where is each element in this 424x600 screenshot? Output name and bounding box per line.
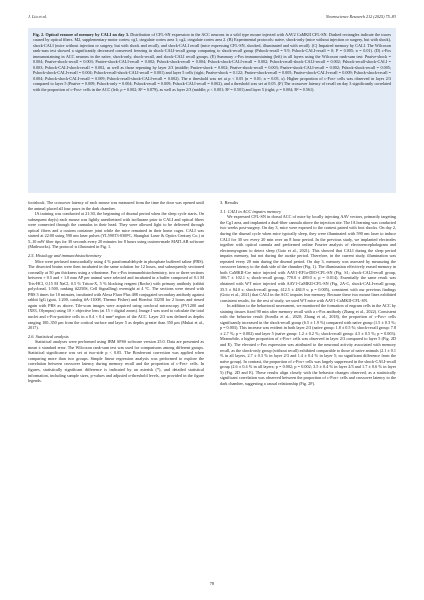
histology-paragraph: Mice were perfused transcardially using 4 % paraformaldehyde in phosphate buffered saline (PBS). The dissected brains were then incubated in the same solution for 12 hours, and subsequently sectioned coronally at 50 μm thickness using a vibratome. For c-Fos immunohistochemistry, two or three sections between + 0.5 and + 1.0 mm AP per animal were selected and incubated in a buffer composed of 0.1 M Tris-HCl, 0.15 M NaCl, 0.5 % Triton-X, 5 % blocking reagent (Roche) with primary antibody (rabbit polyclonal, 1:500, ranking #2250S, Cell Signalling) overnight at 4 °C. The sections were rinsed with PBS 3 times for 10 minutes, incubated with Alexa Fluor Plus 488 conjugated secondary antibody against rabbit IgG (goat, 1:200, catalog #A-11008, Thermo Fisher) and Hoechst 33258 for 2 hours and rinsed again with PBS as above. Tile-scan images were acquired using confocal microscopy (FV1200 and IX83, Olympus) using 10 × objective lens (at 15 × digital zoom). Image J was used to calculate the total nuclei and c-Fos-positive cells in a 0.4 × 0.4 mm² region of the ACC. Layer 2/3 was defined as depths ranging 100–350 μm from the cortical surface and layer 5 as depths greater than 350 μm (Mukai et al., 2017). — [28, 258, 204, 331]
results-paragraph-1: We expressed CFL-SN in dorsal ACC of mice by locally injecting AAV vectors, primarily targeting the Cg1 area, and implanted a dual-fiber cannula above the injection site. The IA learning was conducted two weeks post-surgery. On day 3, mice were exposed to the context paired with foot shocks. On day 2, during the diurnal cycle when mice typically sleep, they were illuminated with 590 nm laser to induce CALI for 30 sec every 20 min over an 8 hour period. In the previous study, we implanted electrodes together with optical cannula and performed online Fourier analysis of electroencephalogram and electromyogram to detect sleep (Goto et al., 2021). This showed that CALI during the sleep period impairs memory, but not during the awake period. Therefore, in the current study, illumination was repeated every 20 min during the diurnal period. On day 3, memory was assessed by measuring the crossover latency to the dark side of the chamber (Fig. 1). The illumination effectively erased memory in both CaMKII-Cre mice injected with AAV1-EF1a-DIO-CFL-SN (Fig. S1; shock-CALI-recall group, 106.7 ± 102.1 s; shock-recall group, 770.0 ± 489.0 s; p = 0.014). Essentially the same result was obtained with WT mice injected with AAV1-CaMKII-CFL-SN (Fig. 2A-C, shock-CALI-recall group, 35.5 ± 84.0 s; shock-recall group, 412.5 ± 484.9 s; p = 0.005), consistent with our previous findings (Goto et al., 2021) that CALI in the ACC impairs fear memory. Because these two mouse lines exhibited consistent results, for the rest of study, we used WT mice with AAV1-CaMKII-CFL-SN. — [220, 214, 396, 303]
running-head-authors: J. Liu et al. — [28, 14, 47, 19]
page-number: 78 — [209, 581, 215, 586]
section-heading-statistics: 2.6. Statistical analysis — [28, 333, 69, 339]
intro-paragraph: footshock. The crossover latency of each mouse was measured from the time the door was opened until the animal placed all four paws in the dark chamber. — [28, 200, 204, 211]
figure-caption — [33, 32, 391, 92]
figure-label: Fig. 2. — [33, 32, 45, 37]
figure-caption-box — [28, 28, 396, 193]
section-heading-results: 3. Results — [220, 200, 239, 205]
statistics-paragraph: Statistical analyses were performed using IBM SPSS software version 25.0. Data are presented as mean ± standard error. The Wilcoxon rank-sum test was used for comparisons among different groups. Statistical significance was set at two-side p < 0.05. The Bonferroni correction was applied when comparing more than two groups. Simple linear regression analysis was performed to explore the correlation between crossover latency during memory recall and the proportion of c-Fos+ cells. In figures, statistically significant difference is indicated by an asterisk (*), and detailed statistical information, including sample sizes, p-values and adjusted α-threshold levels, are provided in the figure legends. — [28, 339, 204, 384]
figure-title: Optical erasure of memory by CALI on day 3. — [45, 32, 129, 37]
results-paragraph-2: In addition to the behavioral assessment, we monitored the formation of engram cells in the ACC by staining tissues fixed 90 min after memory recall with a c-Fos antibody (Zhang et al., 2022). Consistent with the behavior result (Sorolla et al., 2020; Zhang et al., 2018), the proportion of c-Fos+ cells significantly increased in the shock-recall group (6.5 ± 1.9 %) compared with naïve group (1.5 ± 0.3 %; p = 0.003). This increase was evident in both layer 2/3 (naïve group: 1.8 ± 0.5 %; shock-recall group: 7.8 ± 2.7 %; p = 0.002) and layer 5 (naïve group: 1.2 ± 0.2 %; shock-recall group: 4.5 ± 0.5 %; p = 0.003). Meanwhile, a higher proportion of c-Fos+ cells was observed in layer 2/3 compared to layer 5 (Fig. 2D and E). The elevated c-Fos expression was attributed to the neuronal activity associated with memory recall, as the shock-only group (without recall) exhibited comparable to those of naïve animals (2.1 ± 0.1 % in all layers, 2.7 ± 0.3 % in layer 2/3 and 1.4 ± 0.4 % in layer 5; no significant difference from the naïve group). In contrast, the proportion of c-Fos+ cells was largely suppressed in the shock-CALI-recall group (2.6 ± 0.4 % in all layers; p = 0.002; p = 0.002; 3.5 ± 0.4 % in layer 2/3 and 1.7 ± 0.6 % in layer 5) (Fig. 2D and E). These results align closely with the behavior changes observed, as a statistically significant correlation was observed between the proportion of c-Fos+ cells and crossover latency to the dark chamber, suggesting a causal relationship (Fig. 2F). — [220, 303, 396, 386]
figure-caption-body: Distribution of CFL-SN expression in the ACC neurons in a wild type mouse injected with AAV2 CaMKII CFL-SN. Dashed rectangles indicate the traces caused by optical fibers. M2, supplementary motor cortex; cg1, cingulate cortex area 1; cg2, cingulate cortex area 2. (B) Experimental protocols: naïve, shock-only (mice without injection or surgery, but with shock), shock-CALI (mice without injection or surgery, but with shock and recall), and shock-CALI recall (mice expressing CFL-SN, shocked, illuminated and with recall). (C) Impaired memory by CALI. The Wilcoxon rank-sum test showed a significantly decreased conserved freezing in shock-CALI-recall group comparing to shock-recall group (Pshock-recall = 9.9, Pshock-CALI-recall = 0; P = 0.005; n = 0.01). (D) c-Fos immunostaining in ACC neurons in the naïve, shock-only, shock-recall, and shock-CALI recall groups. (E) Summary c-Fos immunostaining (left) in all layers using the Wilcoxon rank-sum test: Pnaïve-shock = 0.004; Pnaïve-shock-recall = 0.003; Pnaïve-shock-CALI-recall = 0.002; Pshock-shock-recall = 0.004; Pshock-shock-CALI-recall = 0.002; Pshock-recall-shock-CALI-recall = 0.002; Pshock-recall-shock-CALI = 0.003; Pshock-CALI-shock-recall = 0.002, as well as those repeating by layer 2/3 (middle; Pnaïve-shock = 0.002; Pnaïve-shock-recall = 0.003; Pnaïve-shock-CALI-recall = 0.002; Pshock-shock-recall = 0.005; Pshock-shock-CALI-recall = 0.004; Pshock-recall-shock-CALI-recall = 0.001) and layer 5 cells (right; Pnaïve-shock = 0.122; Pnaïve-shock-recall = 0.005; Pnaïve-shock-CALI-recall = 0.009; Pshock-shock-recall = 0.004; Pshock-shock-CALI-recall = 0.009; Pshock-recall-shock-CALI-recall = 0.002). The n threshold was set at p < 0.05 (n = 0.01; n = 0.05, x). Higher proportion of c-Fos+ cells was observed in layer 2/3 compared to layer 5 (Pnaïve = 0.009; Pshock-only = 0.004; Pshock-recall = 0.009; Pshock-CALI-recall = 0.002), and a threshold was set at 0.05. (F) The crossover latency of recall on day 3 significantly correlated with the proportion of c-Fos+ cells in the ACC (left; ρ = 0.002; R² = 0.879), as well as layer 2/3 (middle; ρ < 0.001; R² = 0.501) and layer 5 (right; ρ = 0.004; R² = 0.561). — [33, 32, 392, 92]
right-column — [220, 200, 396, 386]
left-column — [28, 200, 204, 384]
training-paragraph: IA training was conducted at 21:30, the beginning of diurnal period when the sleep cycle starts. On subsequent day(s) each mouse was lightly anesthetized with isoflurane prior to CALI and optical fibers were connected through the cannulas in their head. They were allowed light to be delivered through optical fibers and a custom container joint while the mice remained in their home cages. CALI was started at 22:00 using 590 nm laser pulses (YL590T3-030PC, Shanghai Laser & Optics Century Co.) at 5–10 mW fiber tips for 30 seconds every 20 minutes for 8 hours using custom-made MATLAB software (Mathworks). The protocol is illustrated in Fig. 1. — [28, 211, 204, 250]
running-head — [28, 14, 396, 24]
section-heading-cali: 3.1. CALI in ACC impairs memory — [220, 208, 282, 214]
section-heading-histology: 2.5. Histology and immunohistochemistry — [28, 252, 102, 258]
running-head-journal: Neuroscience Research 212 (2025) 75–83 — [325, 14, 396, 19]
